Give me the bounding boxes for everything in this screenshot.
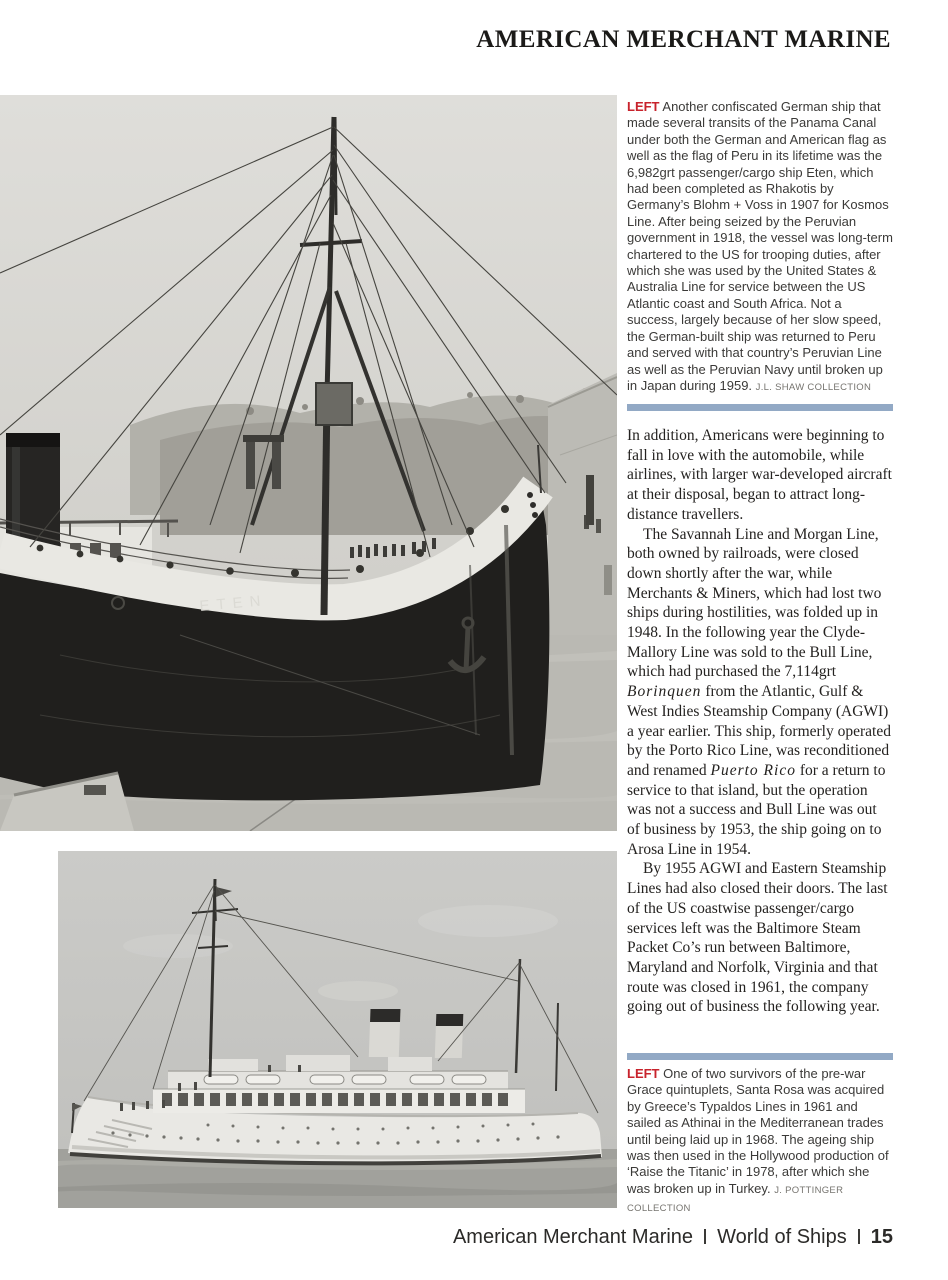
secondary-photo-santa-rosa xyxy=(58,851,617,1208)
photo-caption-eten xyxy=(627,99,893,396)
cloud xyxy=(318,981,398,1001)
ship-name-italic: Puerto Rico xyxy=(710,761,796,779)
body-text: By 1955 AGWI and Eastern Steamship Lines had also closed their doors. The last of the US coastwise passenger/cargo services left was the Baltimore Steam Packet Co’s run between Baltimore, Maryland and Norfolk, Virginia and that route was closed in 1961, the company going out of business the following year. xyxy=(627,860,888,1016)
footer-article-title: American Merchant Marine xyxy=(452,1226,694,1248)
caption-credit: J. POTTINGER COLLECTION xyxy=(627,1184,844,1215)
caption-lead-label: LEFT xyxy=(627,99,660,114)
main-photo-illustration xyxy=(0,95,617,831)
section-divider xyxy=(627,1053,893,1060)
body-text: for a return to service to that island, but the operation was not a success and Bull Line was out of business by 1953, the ship going on to Arosa Line in 1954. xyxy=(627,761,886,858)
photo-caption-santa-rosa xyxy=(627,1066,893,1218)
article-paragraph xyxy=(627,426,893,525)
secondary-photo-illustration xyxy=(58,851,617,1208)
body-text: The Savannah Line and Morgan Line, both owned by railroads, were closed down shortly after the war, while Merchants & Miners, which had lost two ships during hostilities, was folded up in 1948. In the following year the Clyde-Mallory Line was sold to the Bull Line, which had purchased the 7,114grt xyxy=(627,525,882,681)
article-paragraph xyxy=(627,859,893,1017)
footer-page-number: 15 xyxy=(870,1226,893,1248)
caption-text: Another confiscated German ship that made several transits of the Panama Canal under both the German and American flag as well as the flag of Peru in its lifetime was the 6,982grt passenger/cargo ship Eten, which had been completed as Rhakotis by Germany’s Blohm + Voss in 1907 for Kosmos Line. After being seized by the Peruvian government in 1918, the vessel was long-term chartered to the US for trooping duties, after which she was used by the United States & Australia Line for service between the US Atlantic coast and South Africa. Not a success, largely because of her slow speed, the German-built ship was returned to Peru and served with that country’s Peruvian Line as well as the Peruvian Navy until broken up in Japan during 1959. xyxy=(627,99,893,393)
footer-separator xyxy=(858,1229,860,1244)
pier xyxy=(548,373,617,660)
caption-lead-label: LEFT xyxy=(627,1066,660,1081)
section-divider xyxy=(627,404,893,411)
page-title: AMERICAN MERCHANT MARINE xyxy=(476,26,891,53)
pedestrian xyxy=(596,519,601,533)
page-footer xyxy=(453,1226,893,1249)
caption-credit: J.L. SHAW COLLECTION xyxy=(755,381,872,393)
body-text: from the Atlantic, Gulf & West Indies Steamship Company (AGWI) a year earlier. This ship, formerly operated by the Porto Rico Line, was reconditioned and renamed xyxy=(627,683,891,779)
hills xyxy=(130,388,617,535)
footer-separator xyxy=(704,1229,706,1244)
main-photo-eten xyxy=(0,95,617,831)
caption-text: One of two survivors of the pre-war Grace quintuplets, Santa Rosa was acquired by Greece’s Typaldos Lines in 1961 and sailed as Athinai in the Mediterranean trades until being laid up in 1968. The ageing ship was then used in the Hollywood production of ‘Raise the Titanic’ in 1978, after which she was broken up in Turkey. xyxy=(627,1066,889,1196)
article-body xyxy=(627,426,893,1017)
ship-name-italic: Borinquen xyxy=(627,683,702,701)
ship-name-text: ETEN xyxy=(198,592,269,615)
cloud xyxy=(418,905,558,937)
footer-publication: World of Ships xyxy=(717,1226,847,1248)
body-text: In addition, Americans were beginning to fall in love with the automobile, while airlines, with larger war-developed aircraft at their disposal, began to attract long-distance travellers. xyxy=(627,427,892,523)
article-paragraph xyxy=(627,525,893,860)
